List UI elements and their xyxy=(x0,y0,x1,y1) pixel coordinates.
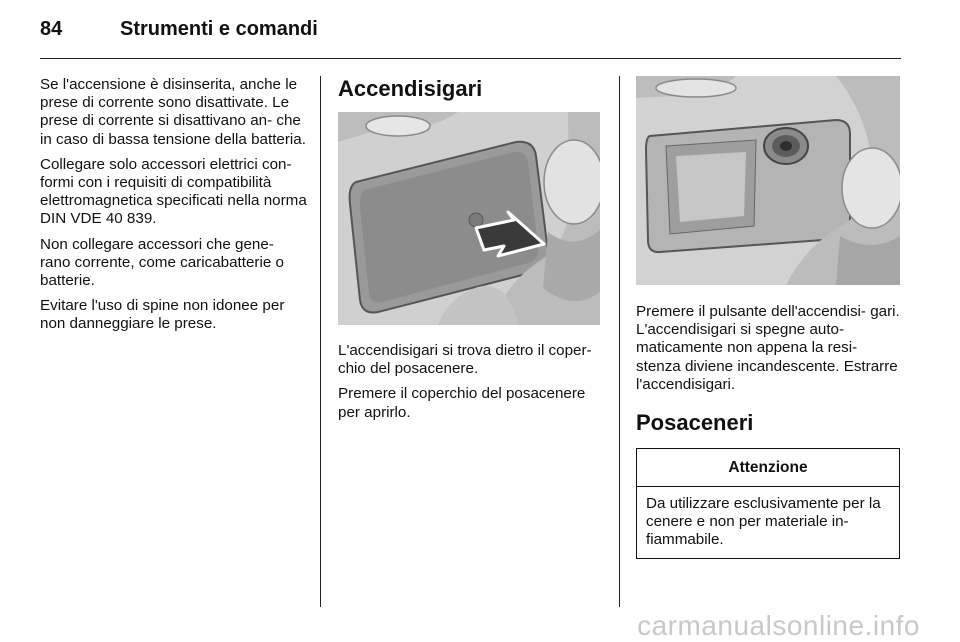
heading-posaceneri: Posaceneri xyxy=(636,410,754,436)
heading-accendisigari: Accendisigari xyxy=(338,76,483,101)
column-divider xyxy=(619,76,620,607)
note-title: Attenzione xyxy=(637,449,899,487)
header-divider xyxy=(40,58,901,59)
note-body: Da utilizzare esclusivamente per la cenere e non per materiale in- fiammabile. xyxy=(646,495,881,549)
paragraph: Premere il pulsante dell'accendisi- gari. L'accendisigari si spegne auto- maticamente non appena la resi- stenza diviene incandescente. Estrarre l'accendisigari. xyxy=(636,303,900,393)
column-left xyxy=(40,76,308,341)
page-number: 84 xyxy=(40,18,63,40)
cigarette-lighter-illustration xyxy=(636,76,900,285)
paragraph: Se l'accensione è disinserita, anche le prese di corrente sono disattivate. Le prese di corrente si disattivano an- che in caso di bassa tensione della batteria. xyxy=(40,76,306,148)
paragraph: Evitare l'uso di spine non idonee per non danneggiare le prese. xyxy=(40,297,285,333)
section-title: Strumenti e comandi xyxy=(120,18,318,40)
column-right xyxy=(636,76,904,559)
paragraph: Non collegare accessori che gene- rano corrente, come caricabatterie o batterie. xyxy=(40,235,284,290)
paragraph: L'accendisigari si trova dietro il coper- chio del posacenere. xyxy=(338,342,592,378)
warning-note-box xyxy=(636,448,900,559)
page-header xyxy=(40,18,318,48)
paragraph: Collegare solo accessori elettrici con- formi con i requisiti di compatibilità elettromagnetica specificati nella norma DIN VDE 40 839. xyxy=(40,155,307,228)
column-divider xyxy=(320,76,321,607)
column-middle xyxy=(338,76,606,429)
ashtray-cover-illustration xyxy=(338,112,600,325)
paragraph: Premere il coperchio del posacenere per aprirlo. xyxy=(338,385,586,421)
watermark: carmanualsonline.info xyxy=(637,610,920,641)
